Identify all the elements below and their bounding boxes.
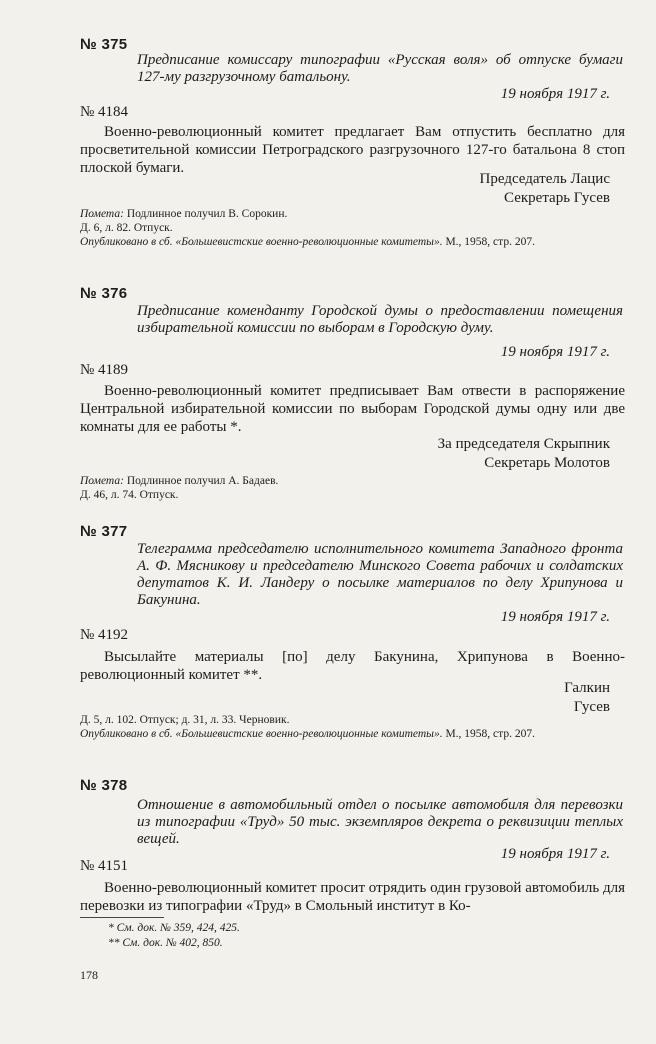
footnote: ** См. док. № 402, 850.	[108, 937, 223, 949]
document-title: Отношение в автомобильный отдел о посылке автомобиля для перевозки из типографии «Труд» 50 тыс. экземпляров декрета о реквизиции теплых вещей.	[137, 797, 623, 847]
note-label: Помета:	[80, 208, 124, 220]
signature-line: За председателя Скрыпник	[437, 436, 610, 452]
document-title: Телеграмма председателю исполнительного комитета Западного фронта А. Ф. Мясникову и председателю Минского Совета рабочих и солдатских депутатов К. И. Ландеру о посылке материалов по делу Хрипунова и Бакунина.	[137, 541, 623, 608]
document-body: Военно-революционный комитет предписывает Вам отвести в распоряжение Центральной избирательной комиссии по выборам Городской думы одну или две комнаты для ее работы *.	[80, 383, 625, 435]
archive-reference: Д. 6, л. 82. Отпуск.	[80, 222, 173, 234]
document-body: Военно-революционный комитет просит отрядить один грузовой автомобиль для перевозки из типографии «Труд» в Смольный институт в Ко-	[80, 880, 625, 914]
registration-number: № 4189	[80, 362, 129, 378]
document-date: 19 ноября 1917 г.	[500, 86, 610, 102]
document-body: Высылайте материалы [по] делу Бакунина, Хрипунова в Военно-революционный комитет **.	[80, 649, 625, 683]
archive-reference: Д. 46, л. 74. Отпуск.	[80, 489, 179, 501]
note-label: Помета:	[80, 475, 124, 487]
footnote-divider	[80, 917, 164, 918]
publication-title: «Большевистские военно-революционные комитеты».	[175, 728, 443, 740]
publication-title: «Большевистские военно-революционные комитеты».	[175, 236, 443, 248]
document-number: № 375	[80, 36, 128, 53]
note-label: Опубликовано в сб.	[80, 236, 173, 248]
document-number: № 376	[80, 285, 128, 302]
document-date: 19 ноября 1917 г.	[500, 846, 610, 862]
registration-number: № 4151	[80, 858, 129, 874]
document-number: № 377	[80, 523, 128, 540]
registration-number: № 4192	[80, 627, 129, 643]
registration-number: № 4184	[80, 104, 129, 120]
document-date: 19 ноября 1917 г.	[500, 609, 610, 625]
annotation-note	[80, 474, 625, 488]
document-body: Военно-революционный комитет предлагает Вам отпустить бесплатно для просветительной комиссии Петроградского разгрузочного 127-го батальона 8 стоп плоской бумаги.	[80, 124, 625, 176]
document-title: Предписание коменданту Городской думы о предоставлении помещения избирательной комиссии по выборам в Городскую думу.	[137, 303, 623, 336]
signature-line: Секретарь Молотов	[484, 455, 610, 471]
signature-line: Секретарь Гусев	[504, 190, 610, 206]
document-number: № 378	[80, 777, 128, 794]
note-text: Подлинное получил В. Сорокин.	[126, 208, 288, 220]
note-text: М., 1958, стр. 207.	[445, 236, 535, 248]
signature-line: Галкин	[564, 680, 610, 696]
archive-reference: Д. 5, л. 102. Отпуск; д. 31, л. 33. Черновик.	[80, 714, 290, 726]
document-date: 19 ноября 1917 г.	[500, 344, 610, 360]
signature-line: Председатель Лацис	[479, 171, 610, 187]
page-number: 178	[80, 968, 98, 982]
document-title: Предписание комиссару типографии «Русская воля» об отпуске бумаги 127-му разгрузочному батальону.	[137, 52, 623, 85]
publication-note	[80, 727, 625, 741]
annotation-note	[80, 207, 625, 221]
note-text: М., 1958, стр. 207.	[445, 728, 535, 740]
note-text: Подлинное получил А. Бадаев.	[126, 475, 279, 487]
publication-note	[80, 235, 625, 249]
note-label: Опубликовано в сб.	[80, 728, 173, 740]
signature-line: Гусев	[573, 699, 610, 715]
footnote: * См. док. № 359, 424, 425.	[108, 922, 240, 934]
